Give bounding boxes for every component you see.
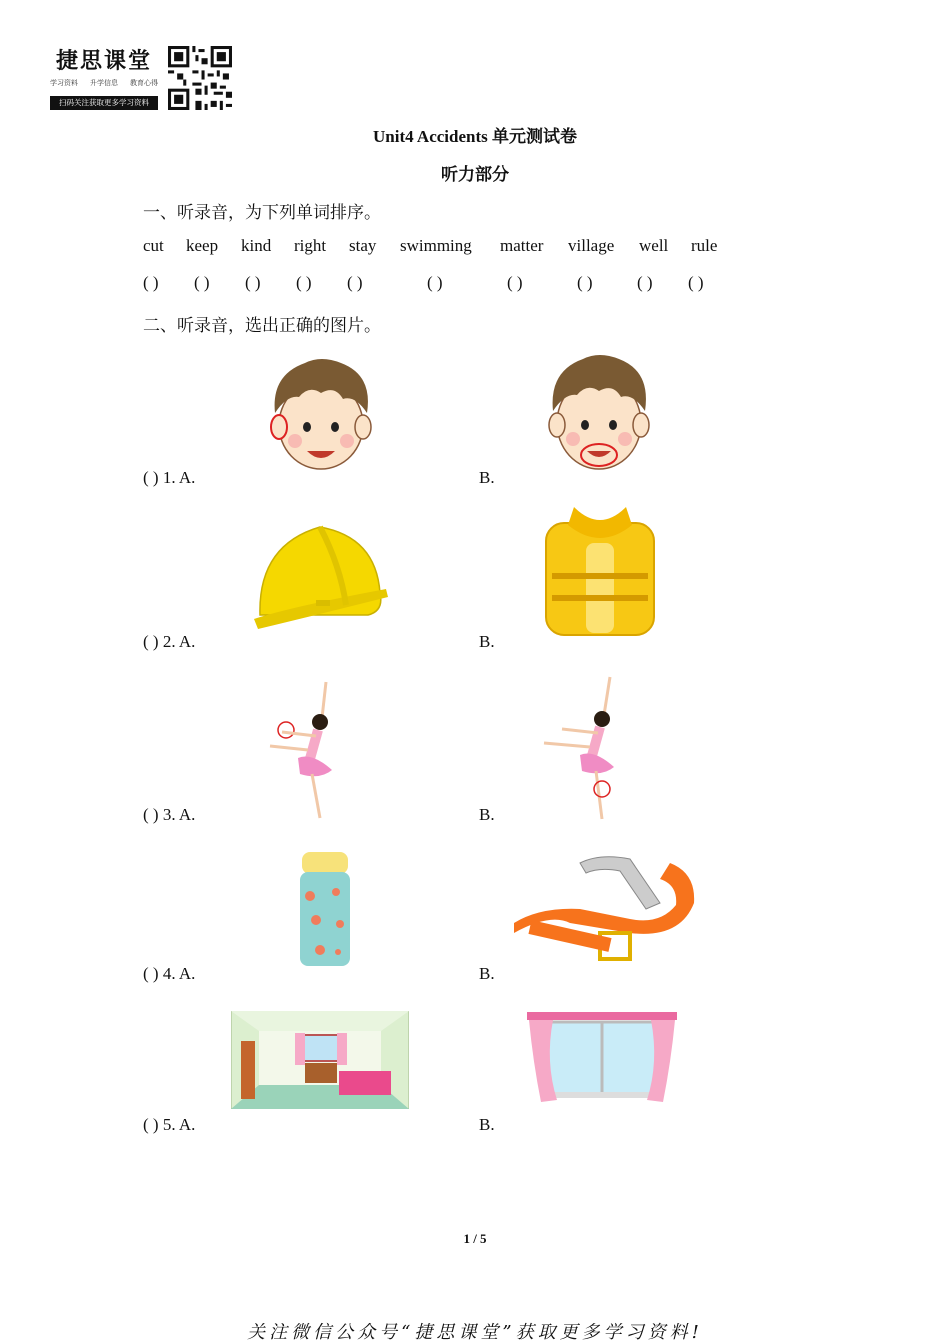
word-item: keep xyxy=(186,236,219,255)
word-item: stay xyxy=(349,236,377,255)
option-b-label: B. xyxy=(479,1115,495,1134)
page-subtitle: 听力部分 xyxy=(441,165,509,184)
safety-belt-image[interactable] xyxy=(510,853,700,973)
answer-blank[interactable]: ( ) xyxy=(427,273,443,292)
answer-blank[interactable]: ( ) xyxy=(577,273,593,292)
option-b-label: B. xyxy=(479,632,495,651)
word-item: cut xyxy=(143,236,164,255)
boy-mouth-image[interactable] xyxy=(543,351,655,473)
answer-blank[interactable]: ( ) xyxy=(507,273,523,292)
brand-tagline xyxy=(50,78,158,88)
question-label[interactable]: ( ) 3. A. xyxy=(143,805,196,824)
boy-ear-image[interactable] xyxy=(265,355,377,473)
word-item: swimming xyxy=(400,236,472,255)
question-label[interactable]: ( ) 5. A. xyxy=(143,1115,196,1134)
question-label[interactable]: ( ) 2. A. xyxy=(143,632,196,651)
answer-blank[interactable]: ( ) xyxy=(688,273,704,292)
life-vest-image[interactable] xyxy=(540,503,660,641)
water-bottle-image[interactable] xyxy=(296,852,354,968)
page-title: Unit4 Accidents 单元测试卷 xyxy=(373,127,577,146)
answer-blank[interactable]: ( ) xyxy=(194,273,210,292)
word-item: rule xyxy=(691,236,718,255)
section-heading-1: 一、听录音，为下列单词排序。 xyxy=(143,203,381,222)
brand-logo-text: 捷思课堂 xyxy=(55,48,152,74)
word-item: right xyxy=(294,236,327,255)
question-label[interactable]: ( ) 1. A. xyxy=(143,468,196,487)
answer-blank[interactable]: ( ) xyxy=(637,273,653,292)
tagline-item: 教育心得 xyxy=(130,79,158,87)
option-b-label: B. xyxy=(479,805,495,824)
bedroom-image[interactable] xyxy=(231,1011,409,1109)
section-heading-2: 二、听录音，选出正确的图片。 xyxy=(143,316,381,335)
window-image[interactable] xyxy=(527,1012,677,1104)
brand-bar: 扫码关注获取更多学习资料 xyxy=(50,96,158,110)
answer-blank[interactable]: ( ) xyxy=(143,273,159,292)
tagline-item: 学习资料 xyxy=(50,79,78,87)
word-item: kind xyxy=(241,236,272,255)
option-b-label: B. xyxy=(479,964,495,983)
dancer-knee-image[interactable] xyxy=(540,673,640,823)
dancer-elbow-image[interactable] xyxy=(260,678,360,823)
answer-blank[interactable]: ( ) xyxy=(347,273,363,292)
footer-note: 关注微信公众号“捷思课堂”获取更多学习资料! xyxy=(247,1322,703,1343)
answer-blank[interactable]: ( ) xyxy=(245,273,261,292)
option-b-label: B. xyxy=(479,468,495,487)
word-item: village xyxy=(568,236,615,255)
question-label[interactable]: ( ) 4. A. xyxy=(143,964,196,983)
word-item: matter xyxy=(500,236,544,255)
helmet-image[interactable] xyxy=(250,515,390,635)
tagline-item: 升学信息 xyxy=(90,79,118,87)
answer-blank[interactable]: ( ) xyxy=(296,273,312,292)
word-item: well xyxy=(639,236,669,255)
page-number: 1 / 5 xyxy=(463,1231,487,1246)
qr-code-icon[interactable] xyxy=(168,46,232,110)
